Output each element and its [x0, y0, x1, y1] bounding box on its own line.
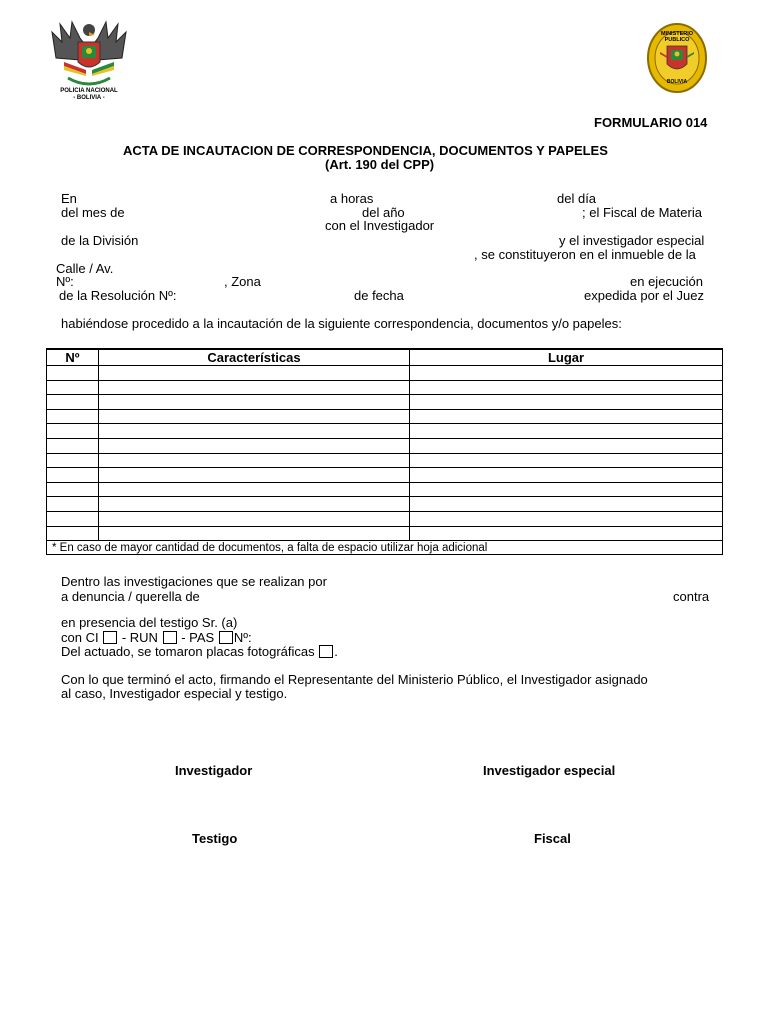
- documents-table: [46, 348, 723, 555]
- field-en-ejecucion: en ejecución: [630, 274, 703, 289]
- field-calle: Calle / Av.: [56, 261, 114, 276]
- condor-emblem-icon: [50, 18, 128, 90]
- cell-caracteristicas[interactable]: [99, 468, 410, 483]
- signature-fiscal: Fiscal: [534, 831, 571, 846]
- checkbox-run[interactable]: [163, 631, 177, 644]
- svg-text:PUBLICO: PUBLICO: [664, 37, 690, 43]
- cell-lugar[interactable]: [410, 409, 723, 424]
- table-note-row: [47, 541, 723, 555]
- table-row: [47, 468, 723, 483]
- cell-numero[interactable]: [47, 395, 99, 410]
- cell-lugar[interactable]: [410, 438, 723, 453]
- label-no: Nº:: [233, 630, 252, 645]
- cell-numero[interactable]: [47, 497, 99, 512]
- text-testigo: en presencia del testigo Sr. (a): [61, 615, 238, 630]
- table-row: [47, 366, 723, 381]
- cell-numero[interactable]: [47, 366, 99, 381]
- cell-caracteristicas[interactable]: [99, 453, 410, 468]
- seal-icon: [646, 22, 708, 94]
- field-se-constituyeron: , se constituyeron en el inmueble de la: [474, 247, 696, 262]
- table-row: [47, 497, 723, 512]
- cell-caracteristicas[interactable]: [99, 526, 410, 541]
- closing-line2: al caso, Investigador especial y testigo.: [61, 686, 288, 701]
- cell-lugar[interactable]: [410, 511, 723, 526]
- field-a-horas: a horas: [330, 191, 374, 206]
- header-numero: Nº: [47, 349, 99, 366]
- table-note: * En caso de mayor cantidad de documentos, a falta de espacio utilizar hoja adicional: [47, 541, 723, 555]
- field-con-investigador: con el Investigador: [325, 218, 435, 233]
- field-del-mes: del mes de: [61, 205, 125, 220]
- table-row: [47, 409, 723, 424]
- table-row: [47, 453, 723, 468]
- cell-lugar[interactable]: [410, 468, 723, 483]
- checkbox-pas[interactable]: [219, 631, 233, 644]
- closing-line1: Con lo que terminó el acto, firmando el Representante del Ministerio Público, el Investigador asignado: [61, 672, 648, 687]
- table-row: [47, 395, 723, 410]
- field-en: En: [61, 191, 77, 206]
- table-row: [47, 438, 723, 453]
- form-number: FORMULARIO 014: [594, 115, 708, 130]
- table-row: [47, 424, 723, 439]
- cell-caracteristicas[interactable]: [99, 497, 410, 512]
- cell-caracteristicas[interactable]: [99, 424, 410, 439]
- fotos-line: [61, 645, 338, 659]
- cell-numero[interactable]: [47, 468, 99, 483]
- text-denuncia: a denuncia / querella de: [61, 589, 200, 604]
- page-subtitle: (Art. 190 del CPP): [325, 157, 435, 172]
- field-del-anio: del año: [362, 205, 405, 220]
- checkbox-ci[interactable]: [103, 631, 117, 644]
- header-caracteristicas: Características: [99, 349, 410, 366]
- logo-caption-line1: POLICIA NACIONAL: [60, 88, 118, 94]
- cell-lugar[interactable]: [410, 482, 723, 497]
- cell-caracteristicas[interactable]: [99, 482, 410, 497]
- field-zona: , Zona: [224, 274, 261, 289]
- cell-lugar[interactable]: [410, 526, 723, 541]
- text-contra: contra: [673, 589, 710, 604]
- cell-caracteristicas[interactable]: [99, 366, 410, 381]
- field-numero: Nº:: [56, 274, 74, 289]
- signature-investigador: Investigador: [175, 763, 253, 778]
- cell-caracteristicas[interactable]: [99, 438, 410, 453]
- cell-numero[interactable]: [47, 380, 99, 395]
- field-division: de la División: [61, 233, 139, 248]
- cell-numero[interactable]: [47, 409, 99, 424]
- table-intro: habiéndose procedido a la incautación de la siguiente correspondencia, documentos y/o papeles:: [61, 316, 622, 331]
- table-header-row: [47, 349, 723, 366]
- cell-numero[interactable]: [47, 511, 99, 526]
- policia-nacional-logo: [50, 18, 128, 98]
- field-fiscal-materia: ; el Fiscal de Materia: [582, 205, 702, 220]
- cell-lugar[interactable]: [410, 366, 723, 381]
- cell-caracteristicas[interactable]: [99, 511, 410, 526]
- cell-lugar[interactable]: [410, 395, 723, 410]
- signature-investigador-especial: Investigador especial: [483, 763, 616, 778]
- field-del-dia: del día: [557, 191, 597, 206]
- id-line: [61, 631, 252, 645]
- field-de-fecha: de fecha: [354, 288, 404, 303]
- cell-lugar[interactable]: [410, 424, 723, 439]
- checkbox-fotos[interactable]: [319, 645, 333, 658]
- header-lugar: Lugar: [410, 349, 723, 366]
- table-row: [47, 380, 723, 395]
- ministerio-publico-seal: [646, 22, 708, 94]
- cell-caracteristicas[interactable]: [99, 380, 410, 395]
- table-row: [47, 526, 723, 541]
- cell-lugar[interactable]: [410, 380, 723, 395]
- field-resolucion: de la Resolución Nº:: [59, 288, 177, 303]
- svg-text:BOLIVIA: BOLIVIA: [666, 79, 688, 85]
- table-row: [47, 482, 723, 497]
- cell-numero[interactable]: [47, 526, 99, 541]
- field-investigador-especial: y el investigador especial: [559, 233, 705, 248]
- cell-caracteristicas[interactable]: [99, 395, 410, 410]
- logo-caption-line2: - BOLIVIA -: [73, 95, 105, 101]
- field-expedida: expedida por el Juez: [584, 288, 704, 303]
- signature-testigo: Testigo: [192, 831, 238, 846]
- label-pas: - PAS: [181, 630, 215, 645]
- page-title: ACTA DE INCAUTACION DE CORRESPONDENCIA, DOCUMENTOS Y PAPELES: [123, 143, 608, 158]
- table-row: [47, 511, 723, 526]
- text-fotos: Del actuado, se tomaron placas fotográficas: [61, 644, 315, 659]
- label-con-ci: con CI: [61, 630, 99, 645]
- cell-numero[interactable]: [47, 438, 99, 453]
- cell-lugar[interactable]: [410, 453, 723, 468]
- cell-numero[interactable]: [47, 424, 99, 439]
- label-run: - RUN: [121, 630, 158, 645]
- cell-caracteristicas[interactable]: [99, 409, 410, 424]
- svg-text:MINISTERIO: MINISTERIO: [660, 31, 694, 37]
- cell-numero[interactable]: [47, 453, 99, 468]
- text-dentro: Dentro las investigaciones que se realizan por: [61, 574, 327, 589]
- cell-lugar[interactable]: [410, 497, 723, 512]
- cell-numero[interactable]: [47, 482, 99, 497]
- text-fotos-end: .: [334, 644, 338, 659]
